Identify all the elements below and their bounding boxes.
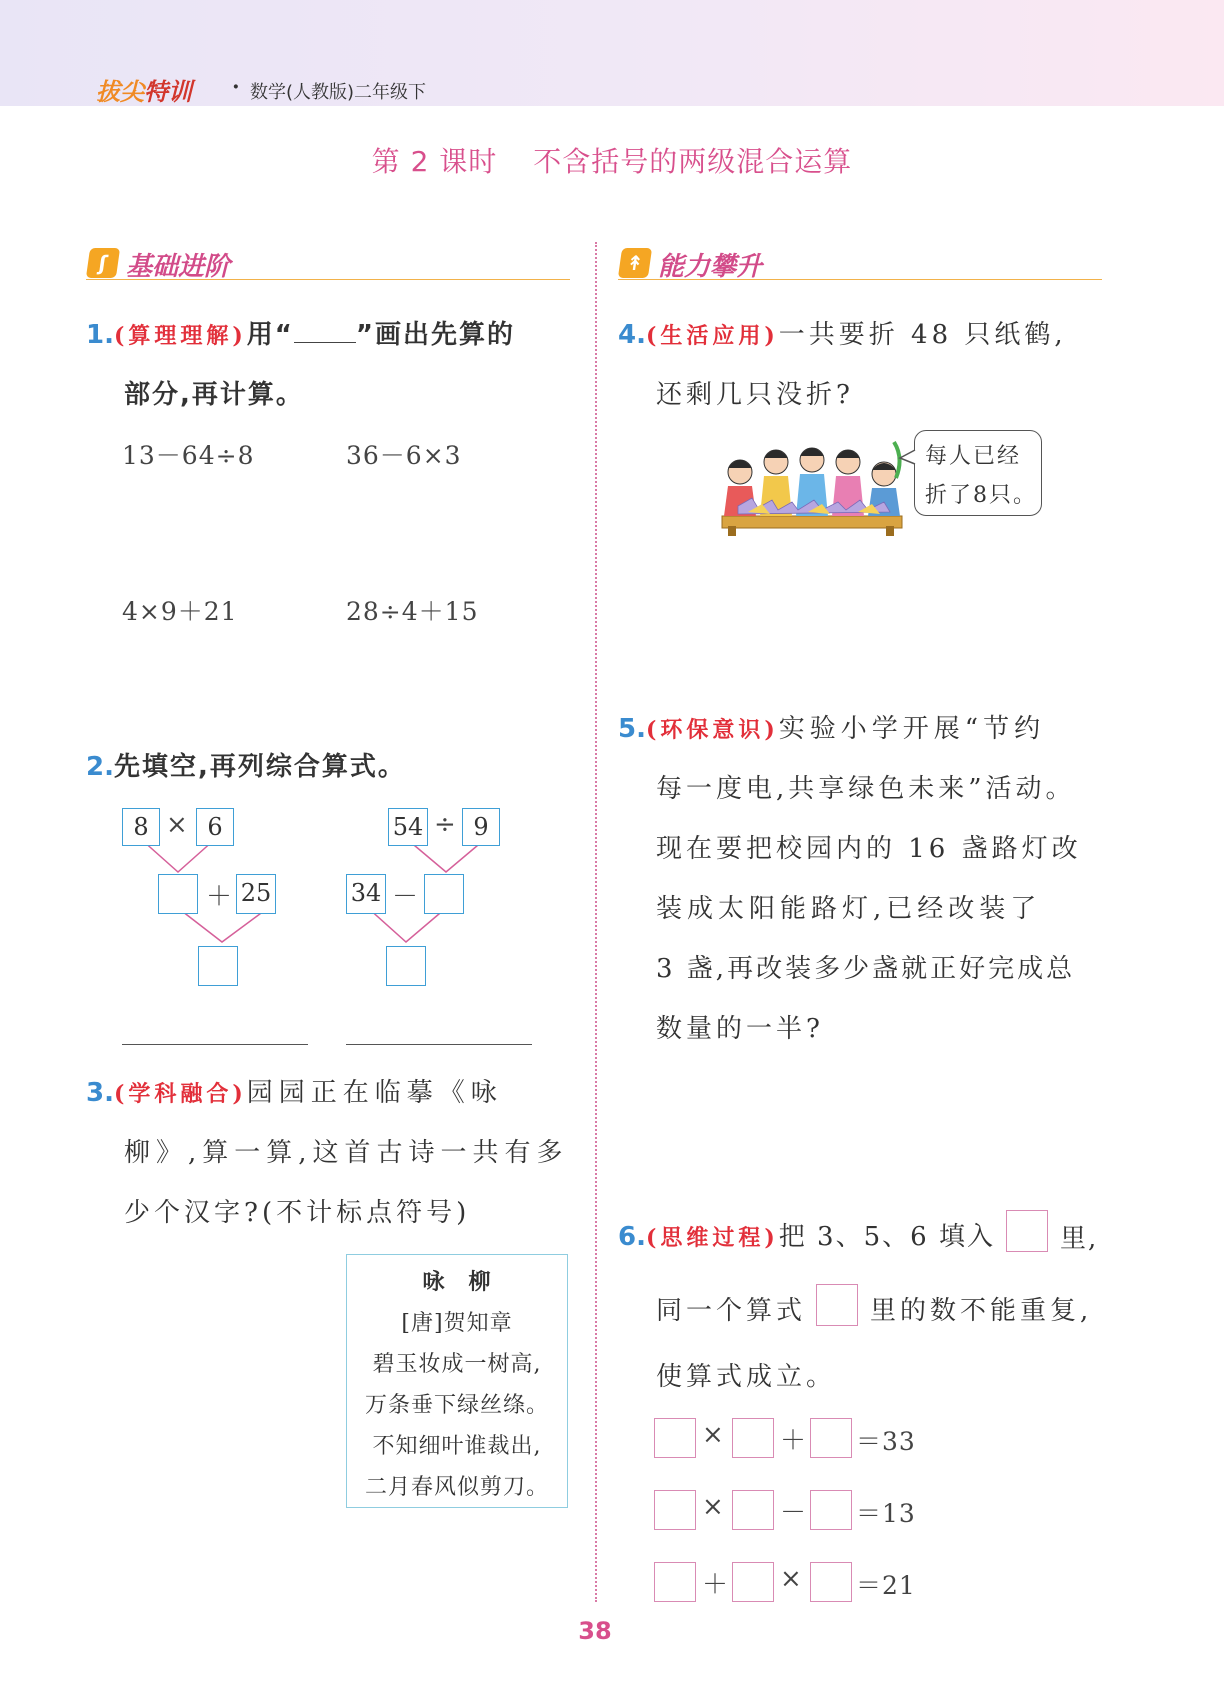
header-separator: · (232, 74, 240, 100)
expression: 13－64÷8 (122, 441, 255, 470)
expression: 4×9＋21 (122, 597, 238, 626)
section-title-left: 基础进阶 (126, 252, 231, 282)
question-number: 4. (618, 320, 646, 350)
sample-box (1006, 1210, 1048, 1252)
question-5: 5.(环保意识)实验小学开展“节约 (618, 714, 1046, 744)
operator: ＋ (780, 1426, 807, 1456)
question-2: 2.先填空,再列综合算式。 (86, 752, 406, 782)
speech-bubble: 每人已经 折了8只。 (914, 430, 1042, 516)
operator: × (166, 810, 188, 840)
poem-line: 二月春风似剪刀。 (364, 1475, 549, 1500)
lesson-title: 第 2 课时 不含括号的两级混合运算 (371, 145, 853, 178)
operator: × (702, 1492, 724, 1522)
answer-box[interactable] (158, 874, 198, 914)
fill-box[interactable] (810, 1418, 852, 1458)
operator: － (392, 882, 419, 912)
fill-box[interactable] (654, 1490, 696, 1530)
fill-box[interactable] (654, 1562, 696, 1602)
question-5-line2: 每一度电,共享绿色未来”活动。 (656, 774, 1076, 804)
question-4: 4.(生活应用)一共要折 48 只纸鹤, (618, 320, 1067, 350)
column-divider (595, 242, 597, 1602)
running-figure-icon: ʃ (86, 248, 120, 278)
question-tag: (生活应用) (645, 323, 779, 349)
operator: × (702, 1420, 724, 1450)
poem-box (346, 1254, 568, 1508)
question-tag: (环保意识) (645, 717, 779, 743)
brand-logo: 拔尖特训 (96, 78, 192, 106)
answer-box[interactable] (424, 874, 464, 914)
question-6-line2: 同一个算式 (656, 1296, 807, 1326)
number-box: 34 (346, 874, 386, 914)
question-number: 5. (618, 714, 646, 744)
question-5-line5: 3 盏,再改装多少盏就正好完成总 (656, 954, 1076, 984)
equation-result: ＝21 (856, 1571, 916, 1600)
fill-box[interactable] (732, 1490, 774, 1530)
children-folding-cranes-illustration (718, 438, 906, 536)
poem-title: 咏 柳 (422, 1270, 492, 1295)
equation-result: ＝13 (856, 1499, 916, 1528)
section-title-right: 能力攀升 (658, 252, 763, 282)
fill-box[interactable] (732, 1562, 774, 1602)
page-number: 38 (578, 1617, 612, 1645)
question-number: 3. (86, 1078, 114, 1108)
number-box: 8 (122, 808, 160, 846)
question-6: 6.(思维过程)把 3、5、6 填入 (618, 1222, 995, 1252)
question-1: 1.(算理理解)用“ ”画出先算的 (86, 320, 515, 350)
number-box: 9 (462, 808, 500, 846)
poem-author: [唐]贺知章 (401, 1311, 513, 1336)
equation-result: ＝33 (856, 1427, 916, 1456)
answer-box[interactable] (386, 946, 426, 986)
sample-box (816, 1284, 858, 1326)
question-number: 1. (86, 320, 114, 350)
question-1-line2: 部分,再计算。 (124, 380, 304, 410)
poem-line: 万条垂下绿丝绦。 (364, 1393, 549, 1418)
operator: ＋ (702, 1570, 729, 1600)
expression: 28÷4＋15 (346, 597, 479, 626)
question-3-line3: 少个汉字?(不计标点符号) (124, 1198, 471, 1228)
question-tag: (学科融合) (113, 1081, 247, 1107)
question-4-line2: 还剩几只没折? (656, 380, 854, 410)
question-5-line6: 数量的一半? (656, 1014, 824, 1044)
question-6-line1-end: 里, (1060, 1224, 1099, 1254)
operator: × (780, 1564, 802, 1594)
question-5-line3: 现在要把校园内的 16 盏路灯改 (656, 834, 1082, 864)
operator: ＋ (206, 882, 233, 912)
number-box: 6 (196, 808, 234, 846)
answer-box[interactable] (198, 946, 238, 986)
question-tag: (算理理解) (113, 323, 247, 349)
section-underline-right (618, 279, 1102, 280)
operator: ÷ (434, 810, 456, 840)
expression: 36－6×3 (346, 441, 462, 470)
question-5-line4: 装成太阳能路灯,已经改装了 (656, 894, 1042, 924)
answer-line[interactable] (346, 1044, 532, 1045)
question-number: 2. (86, 752, 114, 782)
operator: － (780, 1498, 807, 1528)
book-subject: 数学(人教版)二年级下 (250, 82, 427, 103)
question-6-line2-end: 里的数不能重复, (870, 1296, 1093, 1326)
number-box: 25 (236, 874, 276, 914)
poem-line: 不知细叶谁裁出, (372, 1434, 542, 1459)
fill-box[interactable] (810, 1490, 852, 1530)
question-number: 6. (618, 1222, 646, 1252)
question-6-line3: 使算式成立。 (656, 1362, 837, 1392)
poem-line: 碧玉妆成一树高, (372, 1352, 542, 1377)
section-underline-left (86, 279, 570, 280)
number-box: 54 (388, 808, 428, 846)
fill-box[interactable] (810, 1562, 852, 1602)
fill-box[interactable] (732, 1418, 774, 1458)
answer-line[interactable] (122, 1044, 308, 1045)
underline-sample (294, 324, 356, 343)
speech-bubble-tail (898, 446, 916, 468)
question-3-line2: 柳》,算一算,这首古诗一共有多 (124, 1138, 569, 1168)
question-tag: (思维过程) (645, 1225, 779, 1251)
question-3: 3.(学科融合)园园正在临摹《咏 (86, 1078, 503, 1108)
climbing-figure-icon: ↟ (618, 248, 652, 278)
fill-box[interactable] (654, 1418, 696, 1458)
